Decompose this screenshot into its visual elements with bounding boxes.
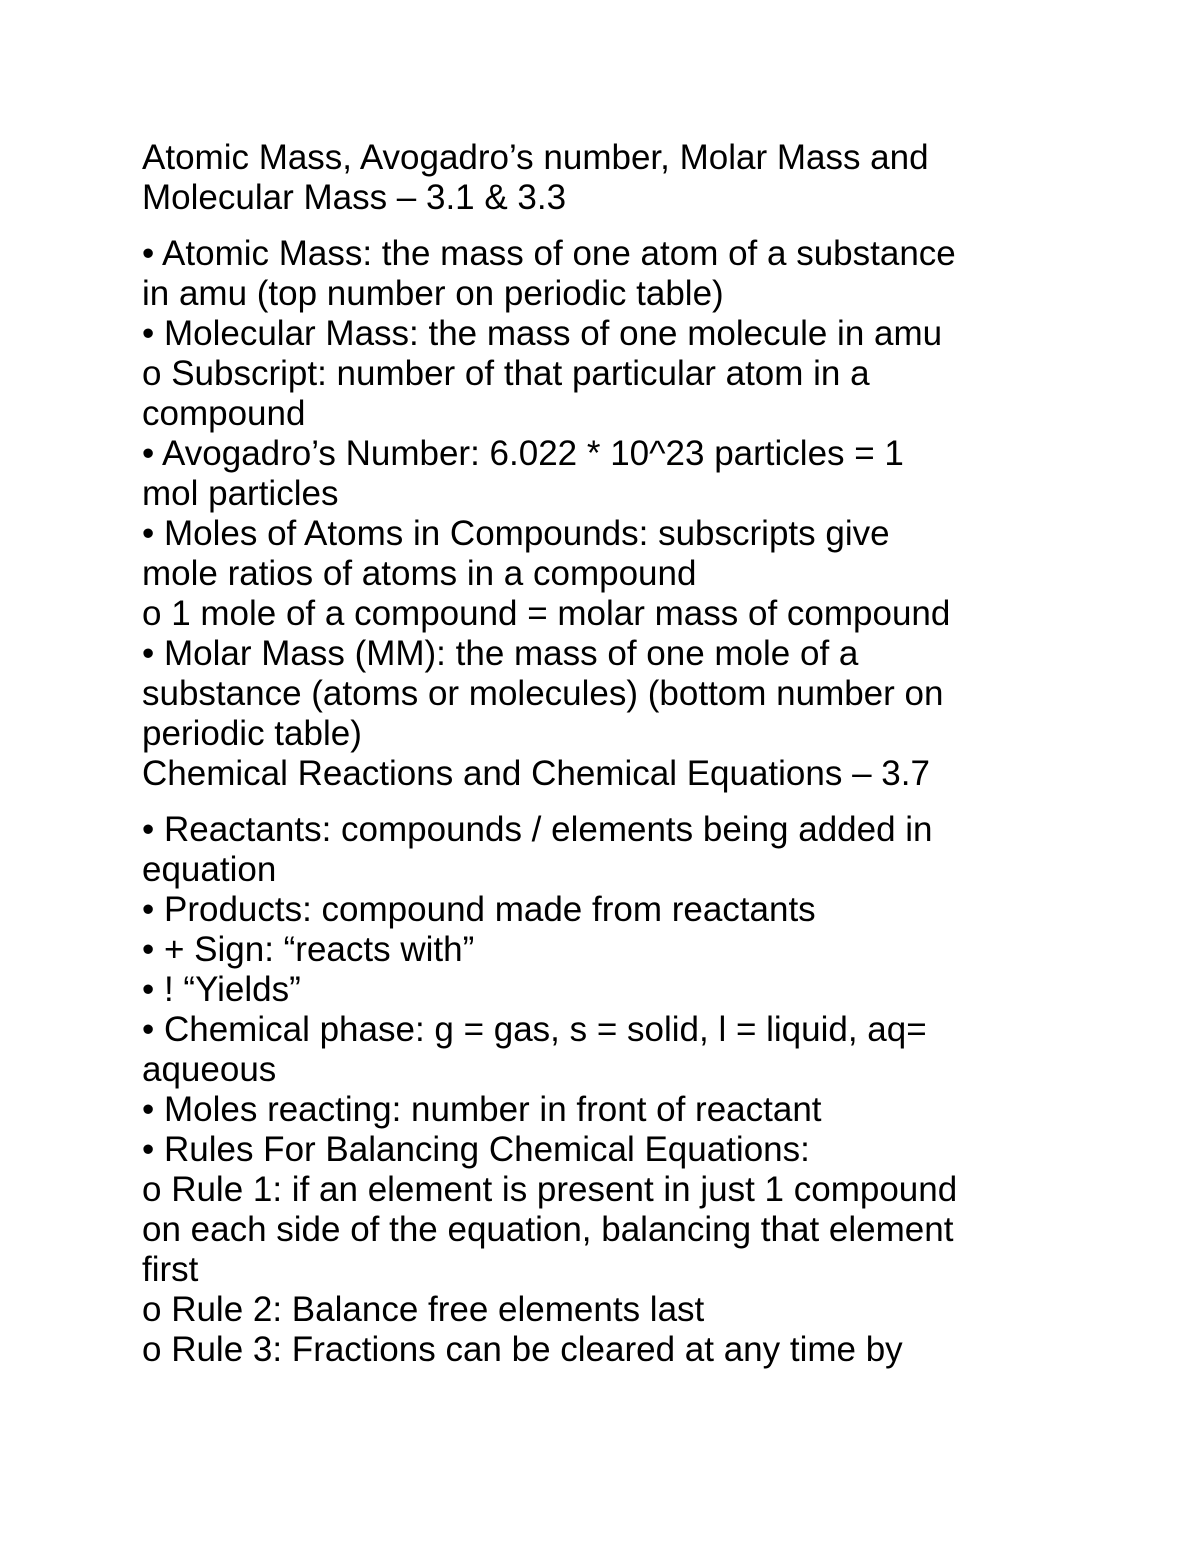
heading-spacer [142, 794, 1142, 810]
section2-line: • Reactants: compounds / elements being added in [142, 810, 933, 849]
section1-line: mol particles [142, 474, 339, 513]
section2-line: on each side of the equation, balancing that element [142, 1210, 954, 1249]
section1-list [142, 234, 1142, 754]
section1-line: compound [142, 394, 306, 433]
section2-line: • Moles reacting: number in front of reactant [142, 1090, 822, 1129]
section2-line: equation [142, 850, 277, 889]
section2-line: o Rule 3: Fractions can be cleared at any time by [142, 1330, 903, 1369]
section2-line: • ! “Yields” [142, 970, 301, 1009]
section1-line: • Molecular Mass: the mass of one molecule in amu [142, 314, 943, 353]
section1-line: periodic table) [142, 714, 362, 753]
section2-list [142, 810, 1142, 1370]
section2-line: • Products: compound made from reactants [142, 890, 816, 929]
section1-line: o Subscript: number of that particular atom in a [142, 354, 870, 393]
document-page [142, 138, 1142, 1370]
section2-line: • + Sign: “reacts with” [142, 930, 475, 969]
section1-line: in amu (top number on periodic table) [142, 274, 724, 313]
section1-line: • Atomic Mass: the mass of one atom of a substance [142, 234, 956, 273]
section2-line: • Rules For Balancing Chemical Equations: [142, 1130, 810, 1169]
section2-line: aqueous [142, 1050, 277, 1089]
section1-line: • Moles of Atoms in Compounds: subscripts give [142, 514, 890, 553]
section1-line: • Avogadro’s Number: 6.022 * 10^23 particles = 1 [142, 434, 904, 473]
section1-line: • Molar Mass (MM): the mass of one mole of a [142, 634, 859, 673]
section1-line: o 1 mole of a compound = molar mass of compound [142, 594, 951, 633]
section2-line: • Chemical phase: g = gas, s = solid, l = liquid, aq= [142, 1010, 927, 1049]
section2-line: o Rule 2: Balance free elements last [142, 1290, 705, 1329]
section1-line: mole ratios of atoms in a compound [142, 554, 697, 593]
heading-spacer [142, 218, 1142, 234]
section1-heading-line1: Atomic Mass, Avogadro’s number, Molar Mass and [142, 138, 929, 177]
section2-line: first [142, 1250, 199, 1289]
section1-heading-line2: Molecular Mass – 3.1 & 3.3 [142, 178, 567, 217]
section1-line: substance (atoms or molecules) (bottom number on [142, 674, 944, 713]
section2-heading: Chemical Reactions and Chemical Equations – 3.7 [142, 754, 930, 793]
section2-line: o Rule 1: if an element is present in just 1 compound [142, 1170, 958, 1209]
